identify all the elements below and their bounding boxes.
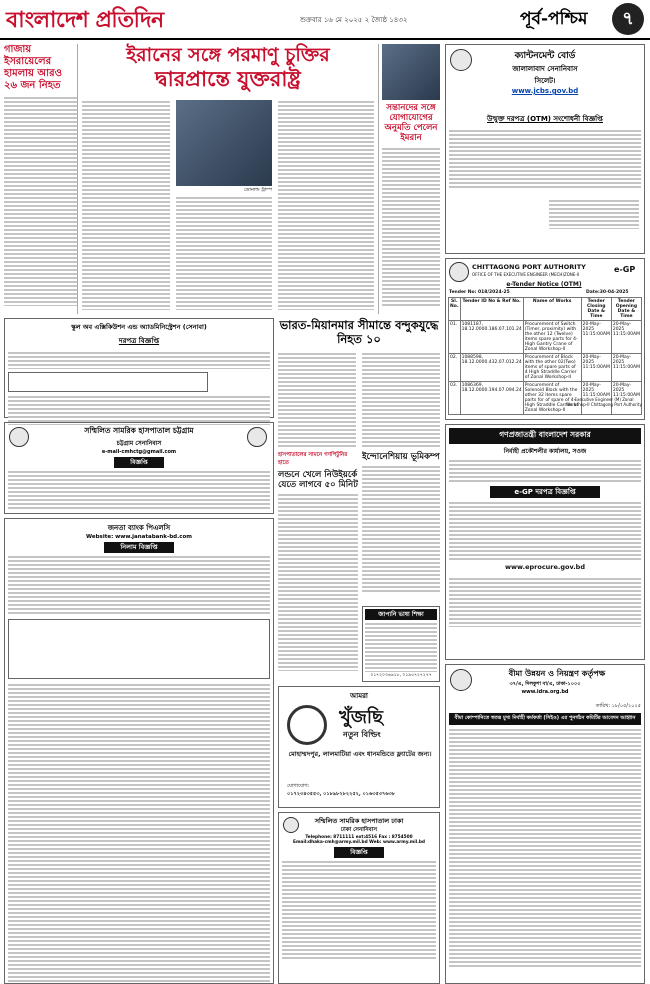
imran-story (378, 44, 440, 314)
cpa-title: CHITTAGONG PORT AUTHORITY (472, 263, 586, 271)
cmh-dhaka-body (282, 860, 436, 960)
cell-sl: 03. (449, 382, 461, 415)
idra-banner: বীমা কোম্পানিতে স্বতন্ত্র মুখ্য নির্বাহী কর্মকর্তা (সিইও) এর পুনর্গঠন কমিটির আবেদন আহ্বান (449, 713, 641, 725)
cpa-notice-title: e-Tender Notice (OTM) (506, 281, 582, 288)
idra-logo (450, 669, 472, 691)
india-body-col1 (278, 352, 356, 448)
th-close: Tender Closing Date & Time (581, 298, 611, 321)
india-myanmar-headline: ভারত-মিয়ানমার সীমান্তে বন্দুকযুদ্ধে নিহত ১০ (279, 318, 439, 346)
govt-egp-notice: e-GP দরপত্র বিজ্ঞপ্তি (490, 486, 600, 498)
cell-open: 20-May-2025 11:15:00AM (611, 321, 641, 354)
idra-title: বীমা উন্নয়ন ও নিয়ন্ত্রণ কর্তৃপক্ষ (508, 669, 606, 678)
cpa-tender-no: Tender No: 018/2024-25 (449, 290, 510, 295)
school-ad (4, 318, 274, 418)
magnifier-icon (287, 705, 327, 745)
main-headline-line1: ইরানের সঙ্গে পরমাণু চুক্তির (126, 44, 330, 66)
cpa-date: Date:30-04-2025 (586, 290, 629, 295)
school-title: স্কুল অব এক্সিকিউশন এন্ড অ্যাডমিনিস্ট্রেশন (সেনাবা) (71, 323, 207, 331)
japan-title: জাপানি ভাষা শিক্ষা (365, 609, 437, 620)
dateline: শুক্রবার ১৬ মে ২০২৫ ২ জ্যৈষ্ঠ ১৪৩২ (300, 16, 408, 24)
imran-body-text (382, 147, 440, 307)
school-footer (8, 395, 270, 425)
cpa-logo (449, 262, 469, 282)
idra-date: তারিখ: ১৮/০৫/২০২৫ (595, 703, 641, 709)
cmh-ctg-notice: বিজ্ঞপ্তি (114, 457, 164, 468)
janata-web[interactable]: Website: www.janatabank-bd.com (86, 534, 192, 540)
trump-photo (176, 100, 272, 186)
chittagong-port-ad (445, 258, 645, 420)
table-row (449, 354, 642, 382)
masthead (0, 0, 650, 40)
cell-close: 20-May-2025 11:15:00AM (581, 321, 611, 354)
janata-notice: নিলাম বিজ্ঞপ্তি (104, 542, 174, 553)
cantonment-notice: উন্মুক্ত দরপত্র (OTM) সংশোধনী বিজ্ঞপ্তি (487, 115, 603, 123)
gaza-headline: গাজায় ইসরায়েলের হামলায় আরও ২৬ জন নিহত (4, 44, 62, 91)
cpa-signoff: Executive Engineer (M) Zonal Workshop-II Chittagong Port Authority (566, 397, 642, 407)
cmh-ctg-email[interactable]: e-mail-cmhctg@gmail.com (101, 449, 177, 455)
idra-body (449, 728, 641, 968)
cantonment-web-link[interactable]: www.jcbs.gov.bd (511, 87, 579, 95)
main-story (82, 44, 374, 312)
govt-signoff (449, 577, 641, 627)
khujchi-ad (278, 686, 440, 808)
cmh-ctg-body (8, 470, 270, 510)
govt-body (449, 501, 641, 561)
cell-close: 20-May-2025 11:15:00AM (581, 354, 611, 382)
cell-sl: 02. (449, 354, 461, 382)
cmh-dhaka-subtitle: ঢাকা সেনানিবাস (341, 827, 377, 833)
section-title: পূর্ব-পশ্চিম (520, 9, 588, 29)
indonesia-headline: ইন্দোনেশিয়ায় ভূমিকম্প (362, 452, 440, 462)
cantonment-title: ক্যান্টনমেন্ট বোর্ড (514, 51, 576, 61)
janata-title: জনতা ব্যাংক পিএলসি (107, 524, 171, 532)
japan-language-ad (362, 606, 440, 682)
imran-photo (382, 44, 440, 100)
janata-intro (8, 555, 270, 615)
govt-web[interactable]: www.eprocure.gov.bd (505, 563, 585, 571)
cell-id: 1086369, 18.12.0000.194.07.094.24 (460, 382, 523, 415)
idra-address: ৩৭/এ, দিলকুশা বা/এ, ঢাকা-১০০০ (509, 681, 581, 687)
cantonment-body (449, 129, 641, 189)
govt-address (449, 459, 641, 483)
cantonment-city: সিলেট। (534, 77, 556, 85)
janata-terms (8, 683, 270, 983)
khujchi-top: আমরা (350, 692, 368, 700)
cell-open: 20-May-2025 11:15:00AM (611, 382, 641, 415)
cell-close: 20-May-2025 11:15:00AM (581, 382, 611, 415)
govt-office: নির্বাহী প্রকৌশলীর কার্যালয়, সওজ (503, 448, 587, 455)
janata-auction-table (8, 619, 270, 679)
london-body (278, 493, 358, 671)
newspaper-logo: বাংলাদেশ প্রতিদিন (6, 7, 164, 33)
main-body-col3 (278, 100, 374, 310)
cmh-dhaka-telephone: Telephone: 8711111 ext:4516 Fax : 8754500 (305, 835, 413, 840)
gaza-body-text (4, 96, 77, 306)
main-body-col2 (176, 196, 272, 310)
photo-caption: ডোনাল্ড ট্রাম্প (243, 187, 272, 193)
govt-egp-ad (445, 424, 645, 660)
army-seal-icon (247, 427, 267, 447)
cmh-ctg-title: সম্মিলিত সামরিক হাসপাতাল চট্টগ্রাম (84, 426, 194, 435)
khujchi-contact: যোগাযোগ: (287, 783, 310, 789)
cmh-dhaka-ad (278, 812, 440, 984)
london-story (278, 452, 358, 682)
cantonment-subtitle: জালালাবাদ সেনানিবাস (512, 65, 578, 73)
school-notice: দরপত্র বিজ্ঞপ্তি (118, 337, 160, 345)
japan-phone: ০১৭২০৩৬৬১৮, ০১৯৫৭২৭২৭৭ (370, 673, 432, 678)
cmh-ctg-subtitle: চট্টগ্রাম সেনানিবাস (116, 440, 162, 447)
cmh-dhaka-email[interactable]: Email:dhaka-cmh@army.mil.bd Web: www.army.mil.bd (293, 840, 425, 845)
th-name: Name of Works (523, 298, 581, 321)
cell-id: 1081187, 18.12.0000.186.07.101.24 (460, 321, 523, 354)
idra-ad (445, 664, 645, 984)
cell-name: Procurement of Block with the other 02(Two) items of spare parts of 4 High Straddle Carrier of Zonal Workshop-II (523, 354, 581, 382)
khujchi-title: খুঁজছি (339, 707, 383, 728)
cmh-chittagong-ad (4, 422, 274, 514)
cpa-egp: e-GP (614, 265, 636, 274)
cell-open: 20-May-2025 11:15:00AM (611, 354, 641, 382)
army-seal-icon (9, 427, 29, 447)
idra-web[interactable]: www.idra.org.bd (521, 689, 569, 695)
london-kicker: হাসপাতালের সামনে গণপিটুনির হাতে (278, 452, 348, 466)
table-row (449, 321, 642, 354)
cantonment-signoff (549, 199, 639, 229)
cpa-office: OFFICE OF THE EXECUTIVE ENGINEER (MECH)ZONE-II (472, 272, 580, 277)
cell-name: Procurement of Switch (Timer, proximity) with the other 12 (Twelve) items spare parts for 4-High Gantry Crane of Zonal Workshop-II (523, 321, 581, 354)
indonesia-story (362, 452, 440, 602)
india-body-col2 (362, 352, 440, 448)
army-seal-icon (283, 817, 299, 833)
school-table (8, 372, 208, 392)
cmh-dhaka-notice: বিজ্ঞপ্তি (334, 847, 384, 858)
main-body-col1 (82, 100, 170, 310)
th-sl: Sl. No. (449, 298, 461, 321)
japan-body (365, 622, 437, 672)
gaza-story (4, 44, 78, 314)
indonesia-body (362, 465, 440, 593)
london-headline: লন্ডনে খেলে নিউইয়র্কে যেতে লাগবে ৫০ মিনিট (278, 470, 358, 490)
cell-id: 1088598, 18.12.0000.432.07.012.24 (460, 354, 523, 382)
cell-name: Procurement of Solenoid Block with the other 32 items spare parts for of spare of 4-High Straddle Carrier of Zonal Workshop-II (523, 382, 581, 415)
school-body (8, 351, 270, 369)
india-myanmar-story (278, 318, 440, 448)
cell-sl: 01. (449, 321, 461, 354)
janata-bank-ad (4, 518, 274, 984)
khujchi-sub: নতুন বিল্ডিং (343, 730, 381, 739)
main-headline-line2: দ্বারপ্রান্তে যুক্তরাষ্ট্র (155, 66, 301, 91)
th-open: Tender Opening Date & Time (611, 298, 641, 321)
imran-headline: সন্তানদের সঙ্গে যোগাযোগের অনুমতি পেলেন ইমরান (384, 103, 438, 143)
cantonment-ad (445, 44, 645, 254)
page-number: ৭ (612, 3, 644, 35)
cantonment-seal (450, 49, 472, 71)
khujchi-phone: ০১৭২৩৪৩৫৫৩, ০১৮৯৮২৮২২৫২, ০১৬৩৫৩৭৬৩৮ (287, 791, 395, 797)
cmh-dhaka-title: সম্মিলিত সামরিক হাসপাতাল ঢাকা (314, 817, 404, 825)
govt-title: গণপ্রজাতন্ত্রী বাংলাদেশ সরকার (449, 428, 641, 444)
khujchi-body: মোহাম্মদপুর, লালমাটিয়া এবং ধানমন্ডিতে ফ্ল্যাটের জন্য। (288, 750, 432, 758)
th-id: Tender ID No & Ref No. (460, 298, 523, 321)
